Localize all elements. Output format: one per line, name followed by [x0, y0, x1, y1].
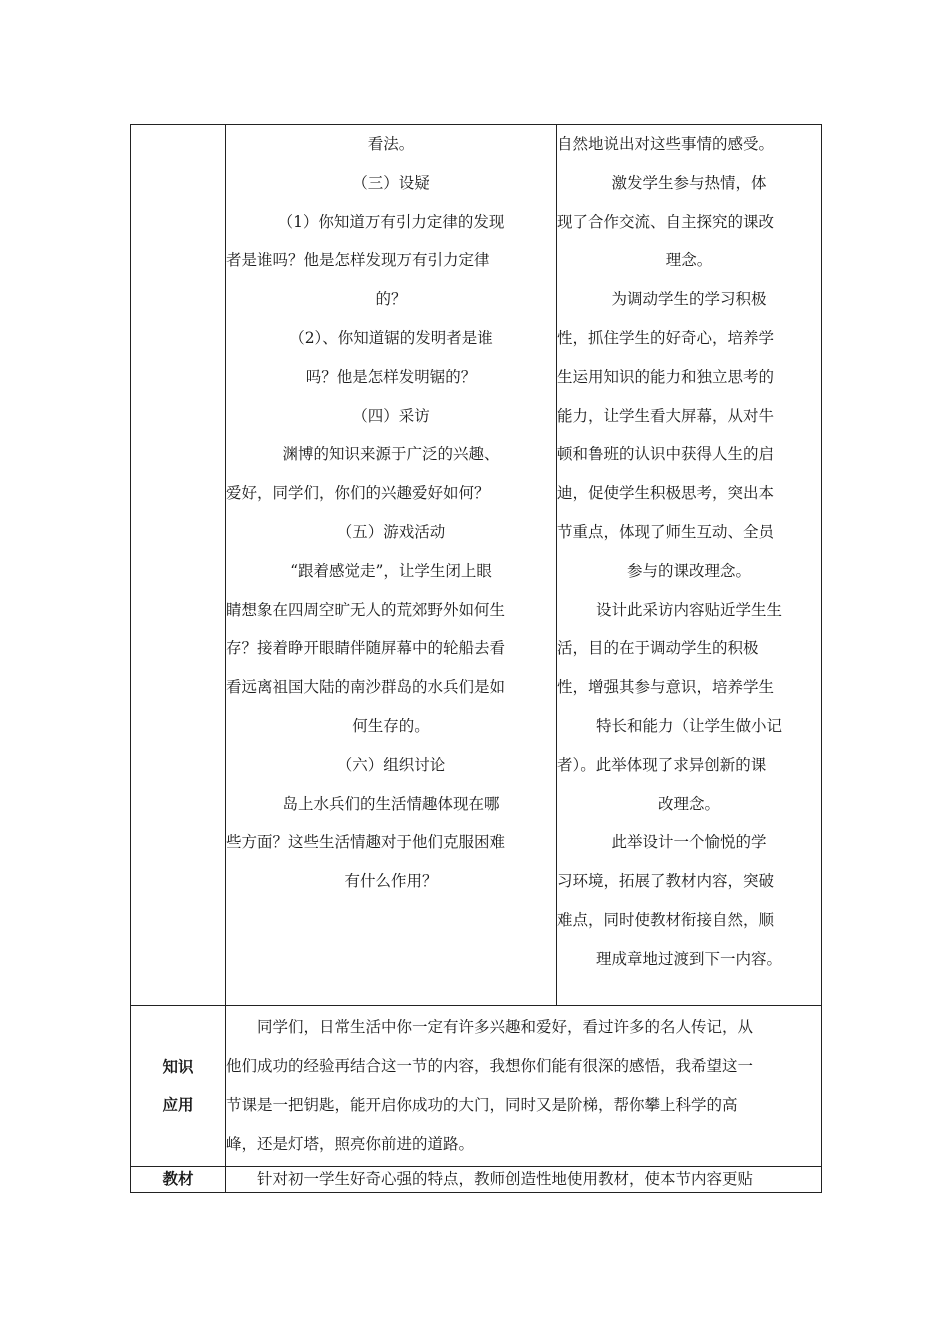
process-line: 者是谁吗？他是怎样发现万有引力定律	[226, 251, 490, 270]
section-heading: （四）采访	[352, 406, 430, 425]
process-line: 何生存的。	[352, 716, 430, 735]
intent-line: 活，目的在于调动学生的积极	[557, 639, 759, 658]
intent-line: 生运用知识的能力和独立思考的	[557, 367, 775, 386]
intent-line: 现了合作交流、自主探究的课改	[557, 212, 775, 231]
process-line: （2）、你知道锯的发明者是谁	[289, 328, 493, 347]
intent-line: 习环境，拓展了教材内容，突破	[557, 872, 775, 891]
intent-line: 激发学生参与热情，体	[611, 173, 767, 192]
intent-line: 节重点，体现了师生互动、全员	[557, 522, 775, 541]
body-line: 针对初一学生好奇心强的特点，教师创造性地使用教材，使本节内容更贴	[257, 1170, 754, 1188]
intent-line: 顿和鲁班的认识中获得人生的启	[557, 445, 775, 464]
process-line: 吗？他是怎样发明锯的？	[305, 367, 477, 386]
process-line: 看远离祖国大陆的南沙群岛的水兵们是如	[226, 678, 506, 697]
intent-line: 性，抓住学生的好奇心，培养学	[557, 328, 775, 347]
design-intent-cell	[557, 125, 822, 1006]
intent-line: 迪，促使学生积极思考，突出本	[557, 484, 775, 503]
process-line: 爱好，同学们，你们的兴趣爱好如何？	[226, 484, 490, 503]
process-line: 岛上水兵们的生活情趣体现在哪	[282, 794, 500, 813]
textbook-header: 教材	[131, 1167, 226, 1193]
header-line: 知识	[162, 1058, 194, 1076]
intent-line: 此举设计一个愉悦的学	[611, 833, 767, 852]
process-line: “跟着感觉走”，让学生闭上眼	[290, 561, 492, 580]
body-line: 峰，还是灯塔，照亮你前进的道路。	[226, 1134, 475, 1153]
textbook-body	[226, 1167, 822, 1193]
intent-line: 能力，让学生看大屏幕，从对牛	[557, 406, 775, 425]
activities-row	[131, 125, 822, 1006]
process-line: 渊博的知识来源于广泛的兴趣、	[282, 445, 500, 464]
process-line: 看法。	[367, 135, 415, 153]
process-line: 有什么作用？	[344, 872, 438, 891]
lesson-plan-table	[130, 124, 822, 1193]
body-line: 他们成功的经验再结合这一节的内容，我想你们能有很深的感悟，我希望这一	[226, 1057, 754, 1076]
intent-line: 理念。	[665, 251, 713, 270]
empty-header-cell	[131, 125, 226, 1006]
section-heading: （六）组织讨论	[336, 755, 446, 774]
header-line: 应用	[162, 1096, 194, 1114]
intent-line: 者）。此举体现了求异创新的课	[557, 755, 767, 774]
intent-line: 特长和能力（让学生做小记	[595, 716, 782, 735]
process-line: （1）你知道万有引力定律的发现	[277, 212, 505, 231]
body-line: 同学们，日常生活中你一定有许多兴趣和爱好，看过许多的名人传记，从	[257, 1018, 754, 1037]
body-line: 节课是一把钥匙，能开启你成功的大门，同时又是阶梯，帮你攀上科学的高	[226, 1096, 738, 1114]
teaching-process-cell	[226, 125, 557, 1006]
textbook-row	[131, 1167, 822, 1193]
knowledge-application-header	[131, 1006, 226, 1167]
intent-line: 设计此采访内容贴近学生生	[595, 600, 782, 619]
intent-line: 难点，同时使教材衔接自然，顺	[557, 910, 775, 929]
section-heading: （三）设疑	[352, 173, 430, 192]
intent-line: 改理念。	[657, 794, 720, 813]
process-line: 存？接着睁开眼睛伴随屏幕中的轮船去看	[226, 639, 506, 658]
intent-line: 理成章地过渡到下一内容。	[595, 949, 782, 968]
intent-line: 自然地说出对这些事情的感受。	[557, 135, 775, 153]
process-line: 的？	[375, 290, 407, 309]
intent-line: 性，增强其参与意识，培养学生	[557, 678, 775, 697]
knowledge-application-body	[226, 1006, 822, 1167]
intent-line: 为调动学生的学习积极	[611, 290, 767, 309]
process-line: 睛想象在四周空旷无人的荒郊野外如何生	[226, 600, 506, 619]
knowledge-application-row	[131, 1006, 822, 1167]
section-heading: （五）游戏活动	[336, 522, 446, 541]
process-line: 些方面？这些生活情趣对于他们克服困难	[226, 833, 506, 852]
intent-line: 参与的课改理念。	[626, 561, 751, 580]
